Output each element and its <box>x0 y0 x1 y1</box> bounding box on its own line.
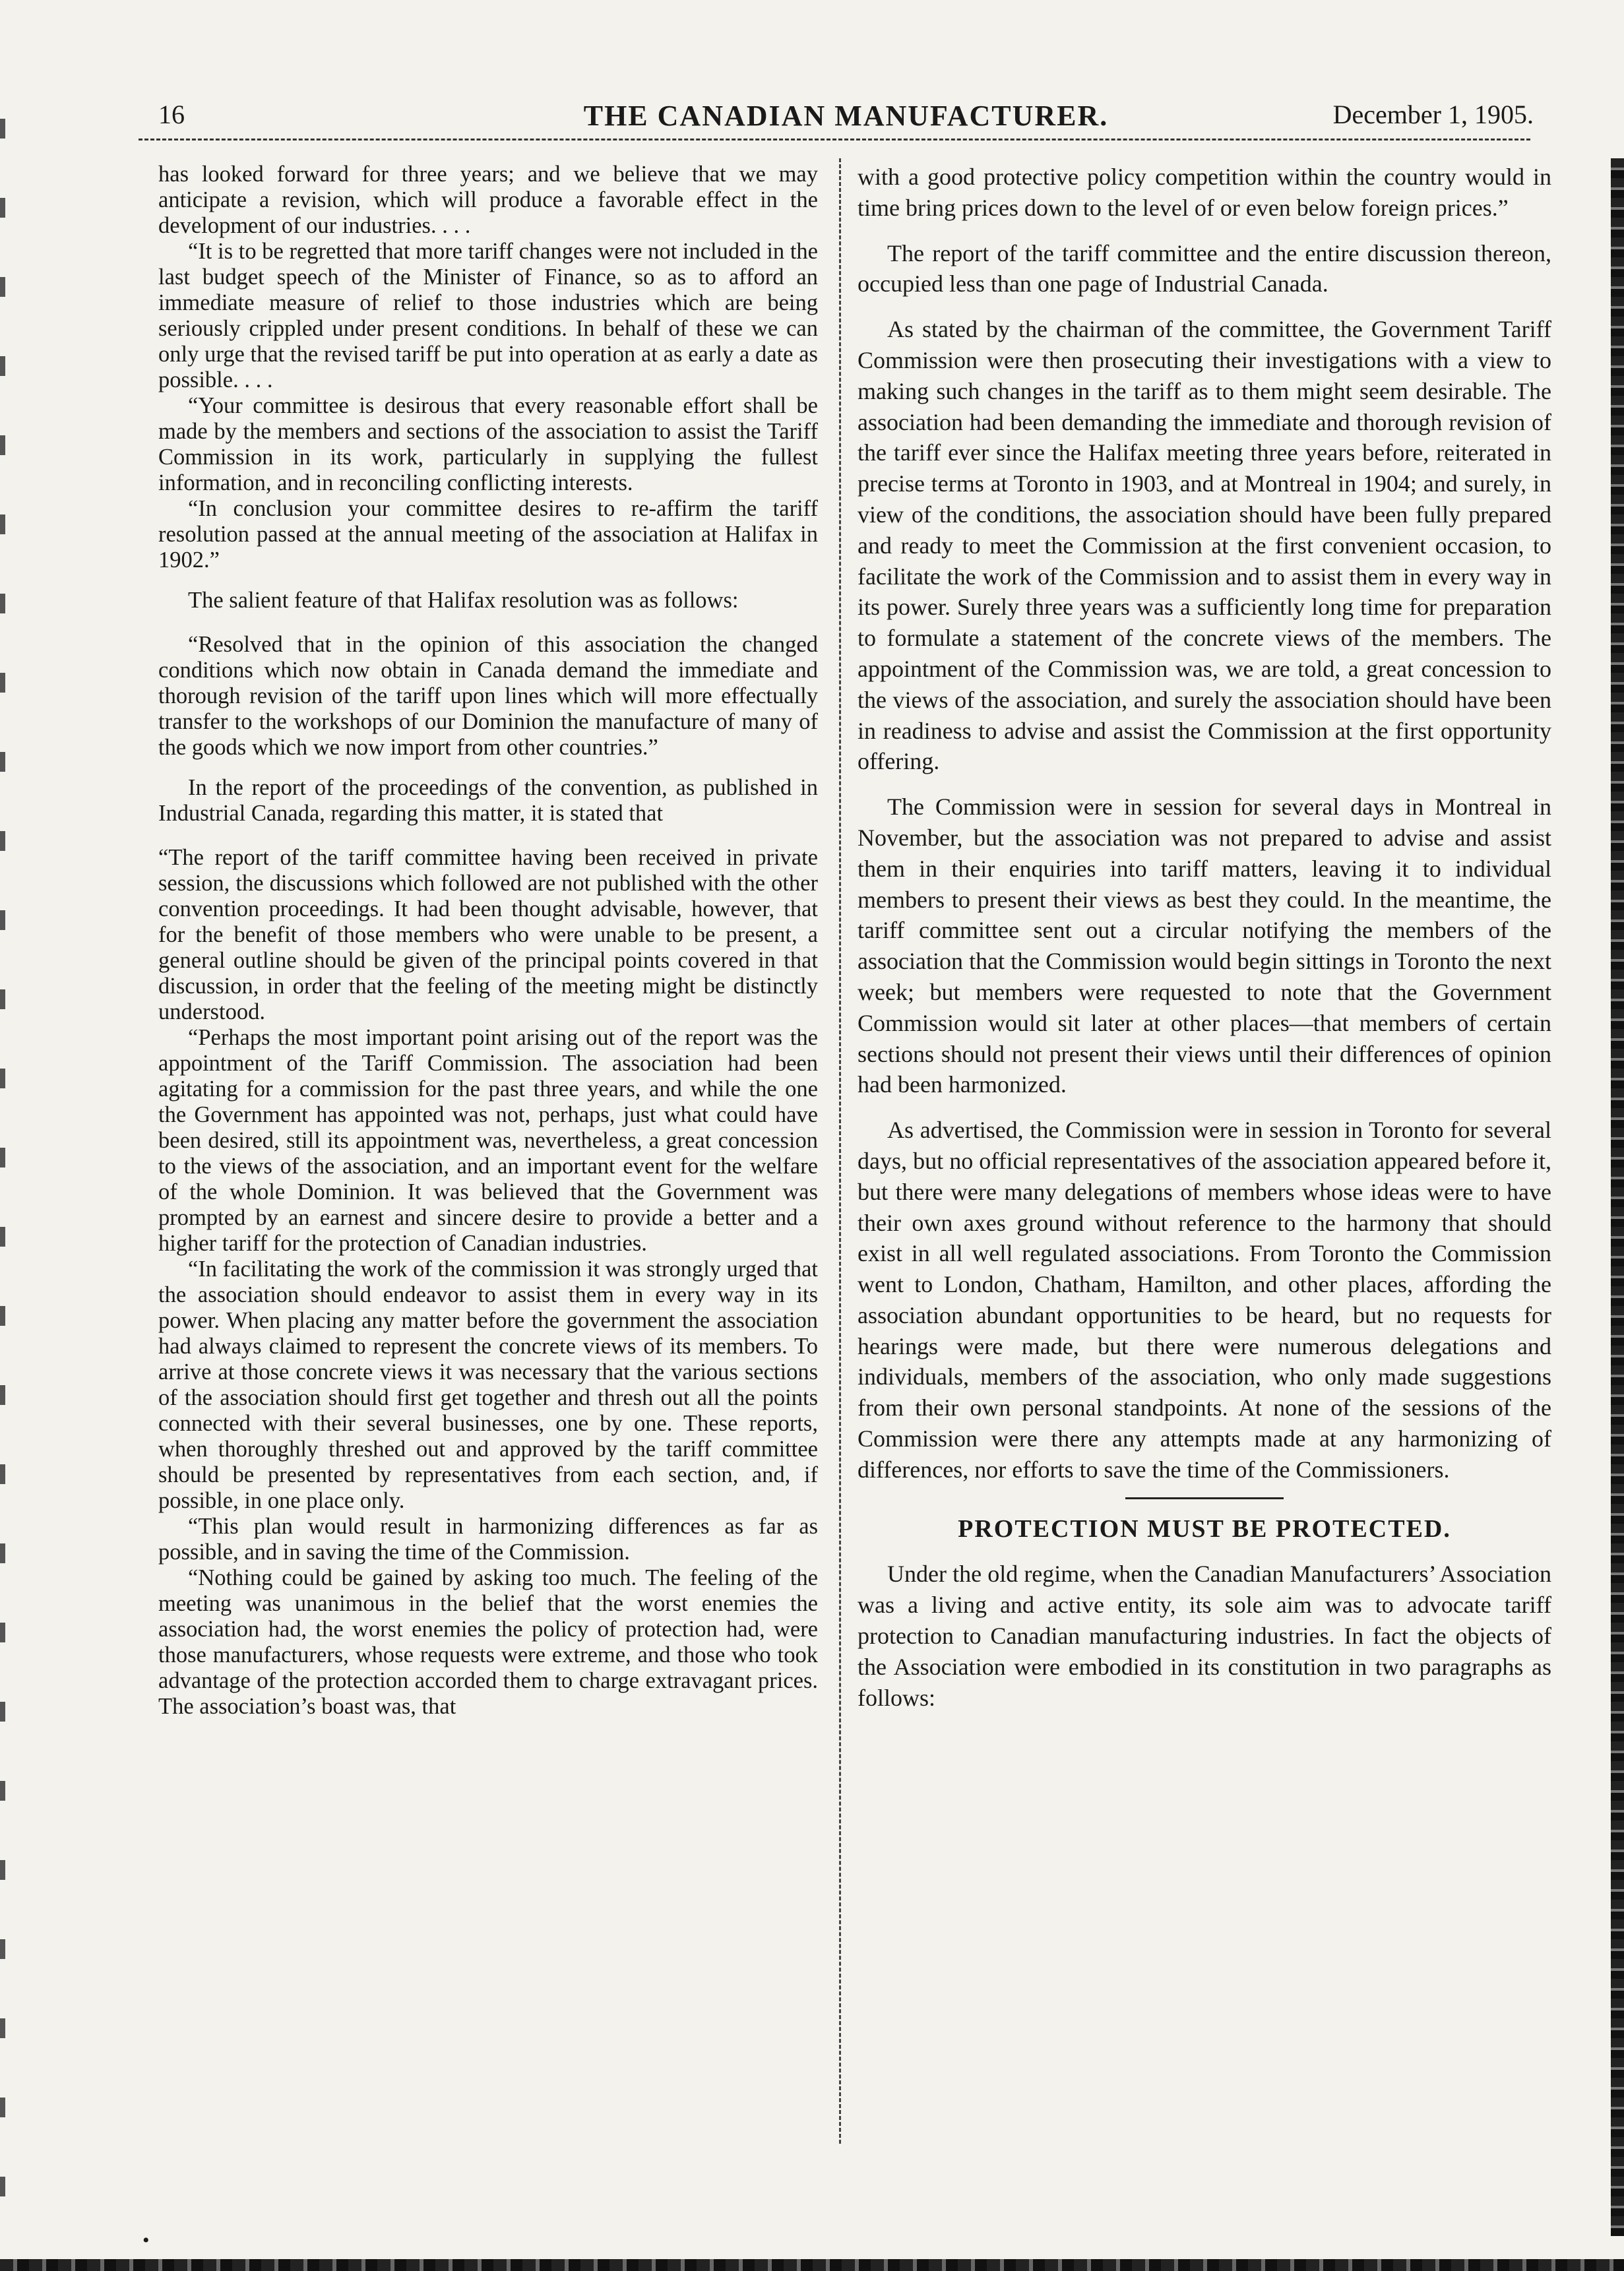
section-heading: PROTECTION MUST BE PROTECTED. <box>958 1514 1451 1543</box>
page-number: 16 <box>158 100 185 129</box>
quoted-paragraph: “Perhaps the most important point arising out of the report was the appointment of the Tariff Commission. The association had been agitating for a commission for the past three years, and while the one the Government has appointed was not, perhaps, just what could have been desired, still its appointment was, nevertheless, a great concession to the views of the association, and an important event for the welfare of the whole Dominion. It was believed that the Government was prompted by an earnest and sincere desire to provide a better and a higher tariff for the protection of Canadian industries. <box>158 1025 818 1256</box>
right-column <box>858 162 1551 1713</box>
scan-right-edge <box>1611 158 1624 2236</box>
body-paragraph: As advertised, the Commission were in session in Toronto for several days, but no official representatives of the association appeared before it, but there were many delegations of members whose ideas were to have their own axes ground without reference to the harmony that should exist in all well regulated associations. From Toronto the Commission went to London, Chatham, Hamilton, and other places, affording the association abundant opportunities to be heard, but no requests for hearings were made, but there were numerous delegations and individuals, members of the association, who only made suggestions from their own personal standpoints. At none of the sessions of the Commission were there any attempts made at any harmonizing of differences, nor efforts to save the time of the Commissioners. <box>858 1117 1551 1483</box>
body-paragraph: Under the old regime, when the Canadian Manufacturers’ Association was a living and active entity, its sole aim was to advocate tariff protection to Canadian manufacturing industries. In fact the objects of the Association were embodied in its constitution in two paragraphs as follows: <box>858 1561 1551 1711</box>
journal-title: THE CANADIAN MANUFACTURER. <box>583 100 1109 132</box>
left-column <box>158 162 818 1720</box>
quoted-paragraph: “Your committee is desirous that every reasonable effort shall be made by the members and sections of the association to assist the Tariff Commission in its work, particularly in supplying the fullest information, and in reconciling conflicting interests. <box>158 393 818 495</box>
issue-date: December 1, 1905. <box>1332 100 1534 129</box>
body-paragraph: The report of the tariff committee and the entire discussion thereon, occupied less than one page of Industrial Canada. <box>858 239 1551 297</box>
section-rule <box>1125 1497 1284 1499</box>
quoted-paragraph: with a good protective policy competition within the country would in time bring prices down to the level of or even below foreign prices.” <box>858 164 1551 221</box>
quoted-paragraph: “In facilitating the work of the commission it was strongly urged that the association should endeavor to assist them in every way in its power. When placing any matter before the government the association had always claimed to represent the concrete views of its members. To arrive at those concrete views it was necessary that the various sections of the association should first get together and thresh out all the points connected with their several businesses, one by one. These reports, when thoroughly threshed out and approved by the tariff committee should be presented by representatives from each section, and, if possible, in one place only. <box>158 1257 818 1513</box>
body-paragraph: The Commission were in session for several days in Montreal in November, but the association was not prepared to advise and assist them in their enquiries into tariff matters, leaving it to individual members to present their views as best they could. In the meantime, the tariff committee sent out a circular notifying the members of the association that the Commission would begin sittings in Toronto the next week; but members were requested to note that the Government Commission would sit later at other places—that members of certain sections should not present their views until their differences of opinion had been harmonized. <box>858 793 1551 1098</box>
quoted-paragraph: “Resolved that in the opinion of this association the changed conditions which now obtain in Canada demand the immediate and thorough revision of the tariff upon lines which will more effectually transfer to the workshops of our Dominion the manufacture of many of the goods which we now import from other countries.” <box>158 632 818 760</box>
body-paragraph: The salient feature of that Halifax resolution was as follows: <box>188 588 739 613</box>
quoted-paragraph: “It is to be regretted that more tariff changes were not included in the last budget speech of the Minister of Finance, so as to afford an immediate measure of relief to those industries which are being seriously crippled under present conditions. In behalf of these we can only urge that the revised tariff be put into operation at as early a date as possible. . . . <box>158 239 818 392</box>
scan-left-edge <box>0 119 5 2229</box>
quoted-paragraph: has looked forward for three years; and we believe that we may anticipate a revision, which will produce a favorable effect in the development of our industries. . . . <box>158 162 818 238</box>
column-divider <box>839 158 841 2144</box>
header-rule <box>139 139 1530 140</box>
quoted-paragraph: “The report of the tariff committee having been received in private session, the discussions which followed are not published with the other convention proceedings. It had been thought advisable, however, that for the benefit of those members who were unable to be present, a general outline should be given of the principal points covered in that discussion, in order that the feeling of the meeting might be distinctly understood. <box>158 845 818 1024</box>
body-paragraph: As stated by the chairman of the committee, the Government Tariff Commission were then prosecuting their investigations with a view to making such changes in the tariff as to them might seem desirable. The association had been demanding the immediate and thorough revision of the tariff ever since the Halifax meeting three years before, reiterated in precise terms at Toronto in 1903, and at Montreal in 1904; and surely, in view of the conditions, the association should have been fully prepared and ready to meet the Commission at the first convenient occasion, to facilitate the work of the Commission and to assist them in every way in its power. Surely three years was a sufficiently long time for preparation to formulate a statement of the concrete views of the members. The appointment of the Commission was, we are told, a great concession to the views of the association, and surely the association should have been in readiness to advise and assist the Commission at the first opportunity offering. <box>858 316 1551 775</box>
body-paragraph: In the report of the proceedings of the convention, as published in Industrial Canada, regarding this matter, it is stated that <box>158 775 818 826</box>
margin-mark: • <box>142 2229 150 2251</box>
quoted-paragraph: “This plan would result in harmonizing differences as far as possible, and in saving the time of the Commission. <box>158 1514 818 1565</box>
quoted-paragraph: “Nothing could be gained by asking too much. The feeling of the meeting was unanimous in the belief that the worst enemies the association had, the worst enemies the policy of protection had, were those manufacturers, whose requests were extreme, and those who took advantage of the protection accorded them to charge extravagant prices. The association’s boast was, that <box>158 1565 818 1719</box>
quoted-paragraph: “In conclusion your committee desires to re-affirm the tariff resolution passed at the annual meeting of the association at Halifax in 1902.” <box>158 496 818 573</box>
scan-bottom-edge <box>0 2259 1624 2271</box>
